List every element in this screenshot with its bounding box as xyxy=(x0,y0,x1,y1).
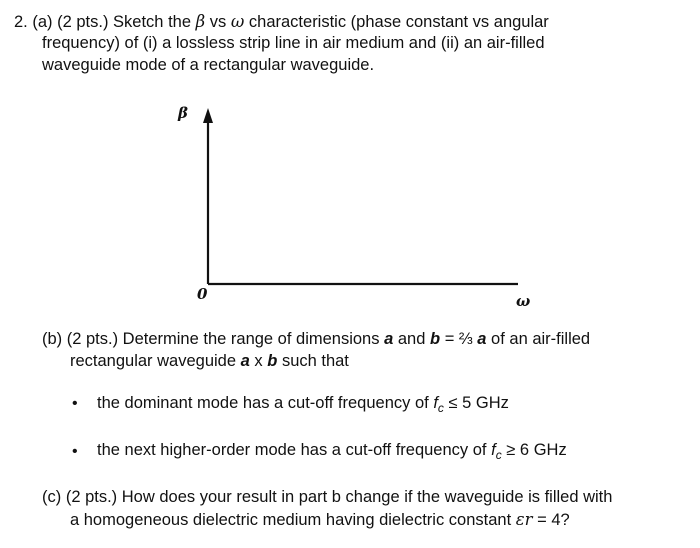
part-c-line2-cont: = 4? xyxy=(537,511,570,529)
beta-axis-label: β xyxy=(178,104,188,122)
epsilon-r-symbol: εr xyxy=(515,510,533,529)
bullet-1 xyxy=(97,394,509,415)
y-axis-arrowhead xyxy=(203,108,213,123)
times-text: x xyxy=(254,352,263,370)
part-c-line2 xyxy=(70,510,570,530)
fc-symbol-2: $f_c$ xyxy=(491,441,502,462)
origin-label: 0 xyxy=(197,285,208,303)
part-c-line2-text: a homogeneous dielectric medium having dielectric constant xyxy=(70,511,512,529)
and-text: and xyxy=(397,330,426,348)
bullet-2-condition: ≥ 6 GHz xyxy=(506,441,567,459)
part-a-text-cont: characteristic (phase constant vs angular xyxy=(248,13,549,31)
part-a-text: (a) (2 pts.) Sketch the xyxy=(32,13,192,31)
beta-symbol: β xyxy=(195,12,206,31)
part-b-text: (b) (2 pts.) Determine the range of dimensions xyxy=(42,330,380,348)
dim-a: a xyxy=(384,330,394,348)
dim-b-2: b xyxy=(267,352,278,370)
bullet-2 xyxy=(97,441,567,462)
part-a-line2: frequency) of (i) a lossless strip line in air medium and (ii) an air-filled xyxy=(42,34,545,52)
part-a-line3: waveguide mode of a rectangular waveguide. xyxy=(42,56,375,74)
question-number: 2. xyxy=(14,13,28,31)
omega-axis-label: ω xyxy=(516,292,531,310)
bullet-2-text: the next higher-order mode has a cut-off frequency of xyxy=(97,441,487,459)
dim-a-3: a xyxy=(240,352,250,370)
vs-text: vs xyxy=(209,13,227,31)
part-b-line2-cont: such that xyxy=(281,352,349,370)
part-b-line2-text: rectangular waveguide xyxy=(70,352,237,370)
bullet-1-text: the dominant mode has a cut-off frequency of xyxy=(97,394,429,412)
bullet-1-marker: • xyxy=(72,395,78,412)
omega-symbol: ω xyxy=(230,12,245,31)
dim-b: b xyxy=(430,330,441,348)
part-c-line1: (c) (2 pts.) How does your result in part b change if the waveguide is filled with xyxy=(42,488,613,506)
bullet-2-marker: • xyxy=(72,443,78,460)
part-b-line1 xyxy=(42,330,590,349)
fc-symbol-1: $f_c$ xyxy=(433,394,444,415)
part-b-text-cont: of an air-filled xyxy=(491,330,591,348)
bullet-1-condition: ≤ 5 GHz xyxy=(448,394,509,412)
eq-text: = ⅔ xyxy=(444,330,473,348)
part-b-line2 xyxy=(70,352,349,371)
dim-a-2: a xyxy=(477,330,487,348)
